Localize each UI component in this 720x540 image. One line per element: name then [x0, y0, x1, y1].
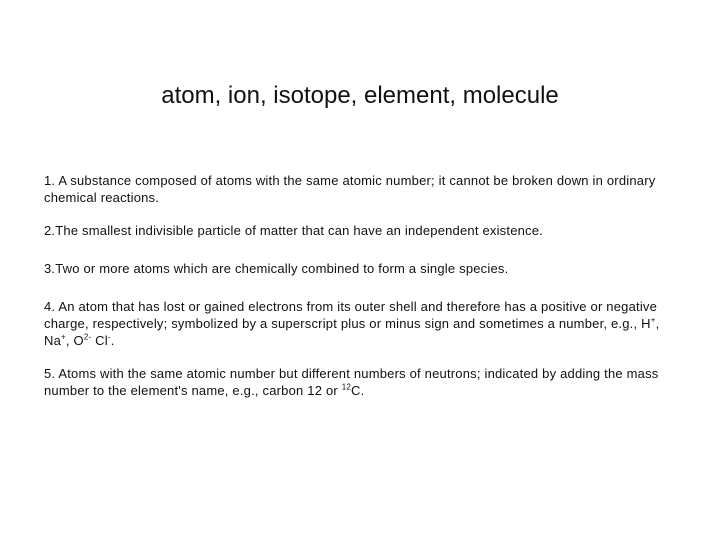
definition-item-5-text: 5. Atoms with the same atomic number but different numbers of neutrons; indicated by adding the mass number to the element's name, e.g., carbon 12 or [44, 366, 659, 398]
ion-example-h: H [641, 316, 651, 331]
definition-item-4-text: 4. An atom that has lost or gained electrons from its outer shell and therefore has a positive or negative charge, respectively; symbolized by a superscript plus or minus sign and sometimes a number, e.g., [44, 299, 658, 331]
ion-example-cl-charge: - [107, 332, 111, 342]
definition-item-4-end: . [110, 333, 115, 348]
ion-example-h-charge: + [650, 315, 656, 325]
definition-item-5-end: . [360, 383, 365, 398]
ion-separator-1: , [655, 316, 660, 331]
ion-example-na-charge: + [61, 332, 66, 342]
ion-example-o-charge: 2- [83, 332, 92, 342]
ion-example-na: Na [44, 333, 62, 348]
slide-title: atom, ion, isotope, element, molecule [161, 82, 559, 109]
definition-item-1: 1. A substance composed of atoms with the same atomic number; it cannot be broken down in ordinary chemical reactions. [44, 173, 656, 205]
ion-separator-2: , [65, 333, 74, 348]
definition-item-3: 3.Two or more atoms which are chemically combined to form a single species. [44, 261, 509, 276]
ion-example-cl: Cl [95, 333, 108, 348]
definition-item-5 [44, 365, 684, 399]
definitions-list [44, 172, 684, 415]
definition-item-4 [44, 298, 684, 349]
isotope-mass-number: 12 [341, 382, 352, 392]
isotope-symbol: C [351, 383, 361, 398]
ion-example-o: O [73, 333, 84, 348]
definition-item-2: 2.The smallest indivisible particle of matter that can have an independent existence. [44, 223, 543, 238]
